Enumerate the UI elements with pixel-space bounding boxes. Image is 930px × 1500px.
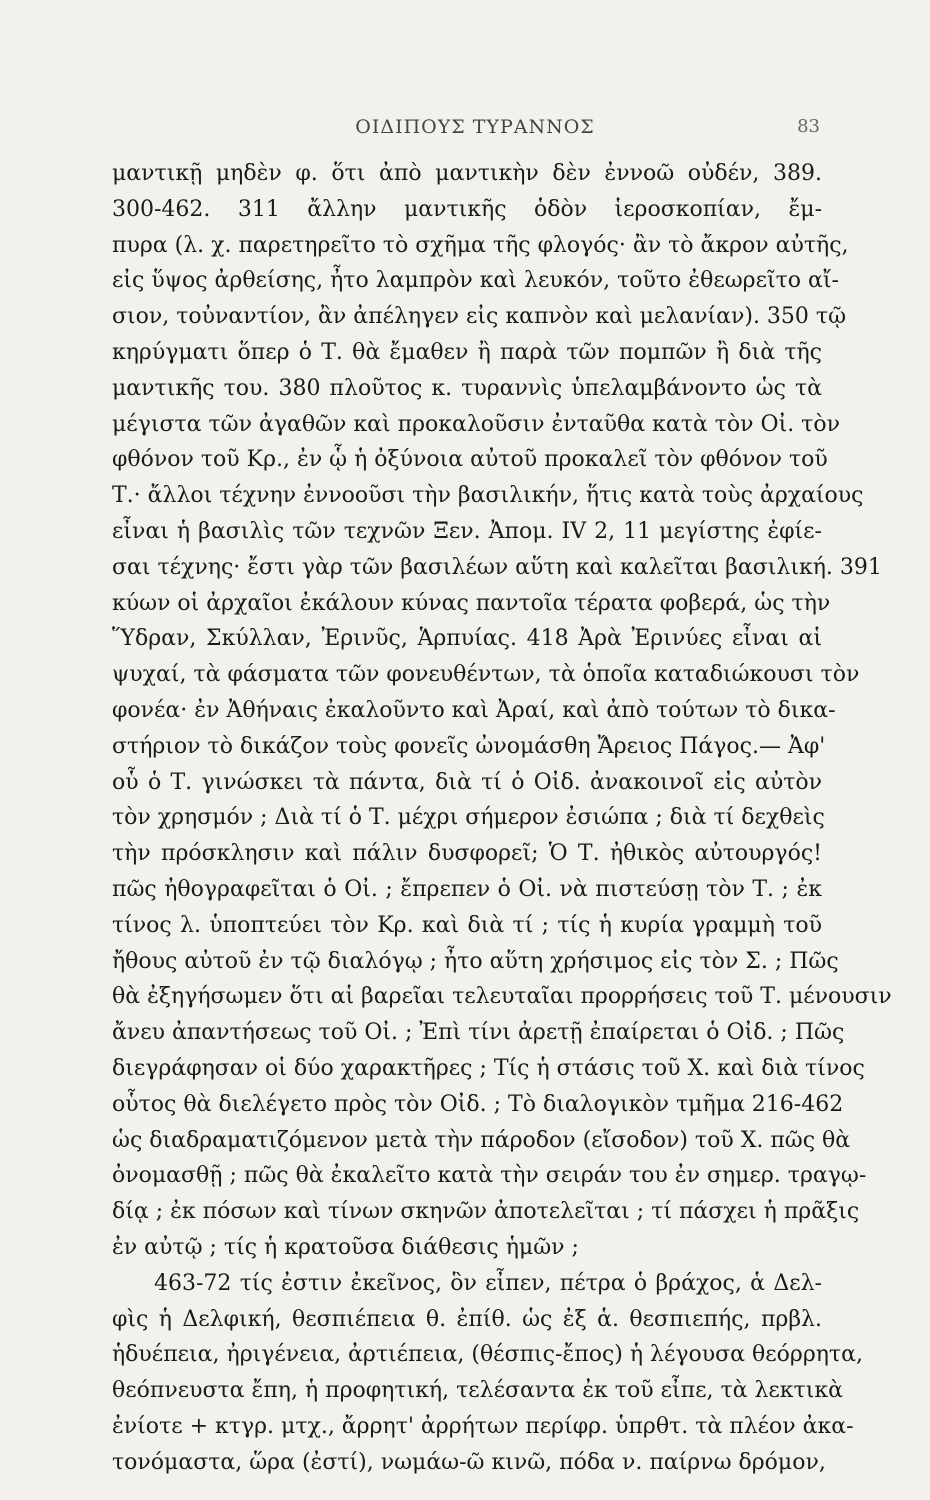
text-line: σιον, τοὐναντίον, ἂν ἀπέληγεν εἰς καπνὸν καὶ μελανίαν). 350 τῷ xyxy=(112,304,847,330)
text-line: τὴν πρόσκλησιν καὶ πάλιν δυσφορεῖ; Ὁ Τ. ἠθικὸς αὐτουργός! xyxy=(112,841,822,867)
text-line: ὡς διαδραματιζόμενον μετὰ τὴν πάροδον (εἴσοδον) τοῦ Χ. πῶς θὰ xyxy=(112,1127,851,1153)
text-line: 300-462. 311 ἄλλην μαντικῆς ὁδὸν ἱεροσκοπίαν, ἔμ- xyxy=(112,196,822,222)
text-line: στήριον τὸ δικάζον τοὺς φονεῖς ὠνομάσθη Ἄρειος Πάγος.— Ἀφ' xyxy=(112,733,826,759)
text-line: τονόμαστα, ὥρα (ἐστί), νωμάω-ῶ κινῶ, πόδα ν. παίρνω δρόμον, xyxy=(112,1449,826,1475)
text-line: τὸν χρησμόν ; Διὰ τί ὁ Τ. μέχρι σήμερον ἐσιώπα ; διὰ τί δεχθεὶς xyxy=(112,805,825,831)
text-line: μαντικῆς του. 380 πλοῦτος κ. τυραννὶς ὑπελαμβάνοντο ὡς τὰ xyxy=(112,375,822,401)
text-line: τίνος λ. ὑποπτεύει τὸν Κρ. καὶ διὰ τί ; τίς ἡ κυρία γραμμὴ τοῦ xyxy=(112,912,822,938)
text-line: ἄνευ ἀπαντήσεως τοῦ Οἰ. ; Ἐπὶ τίνι ἀρετῇ ἐπαίρεται ὁ Οἰδ. ; Πῶς xyxy=(112,1020,845,1046)
running-title: ΟΙΔΙΠΟΥΣ ΤΥΡΑΝΝΟΣ xyxy=(355,116,595,138)
text-line: φὶς ἡ Δελφική, θεσπιέπεια θ. ἐπίθ. ὡς ἐξ ἁ. θεσπιεπής, πρβλ. xyxy=(112,1306,822,1332)
text-line: πυρα (λ. χ. παρετηρεῖτο τὸ σχῆμα τῆς φλογός· ἂν τὸ ἄκρον αὐτῆς, xyxy=(112,232,849,258)
text-line: εἰς ὕψος ἀρθείσης, ἦτο λαμπρὸν καὶ λευκόν, τοῦτο ἐθεωρεῖτο αἴ- xyxy=(112,268,839,294)
text-line: μαντικῇ μηδὲν φ. ὅτι ἀπὸ μαντικὴν δὲν ἐννοῶ οὐδέν, 389. xyxy=(112,161,822,186)
text-line: Ὕδραν, Σκύλλαν, Ἐρινῦς, Ἁρπυίας. 418 Ἀρὰ Ἐρινύες εἶναι αἱ xyxy=(112,626,822,652)
page-number: 83 xyxy=(797,116,820,137)
commentary-text xyxy=(112,156,892,1480)
text-line: μέγιστα τῶν ἀγαθῶν καὶ προκαλοῦσιν ἐνταῦθα κατὰ τὸν Οἰ. τὸν xyxy=(112,411,840,437)
text-line: ψυχαί, τὰ φάσματα τῶν φονευθέντων, τὰ ὁποῖα καταδιώκουσι τὸν xyxy=(112,662,860,688)
text-line: φονέα· ἐν Ἀθήναις ἐκαλοῦντο καὶ Ἀραί, καὶ ἀπὸ τούτων τὸ δικα- xyxy=(112,697,836,723)
text-line: ὀνομασθῇ ; πῶς θὰ ἐκαλεῖτο κατὰ τὴν σειράν του ἐν σημερ. τραγῳ- xyxy=(112,1163,867,1189)
text-line: κύων οἱ ἀρχαῖοι ἐκάλουν κύνας παντοῖα τέρατα φοβερά, ὡς τὴν xyxy=(112,590,831,616)
text-line: ἐν αὐτῷ ; τίς ἡ κρατοῦσα διάθεσις ἡμῶν ; xyxy=(112,1234,579,1260)
text-line: ἤθους αὐτοῦ ἐν τῷ διαλόγῳ ; ἦτο αὕτη χρήσιμος εἰς τὸν Σ. ; Πῶς xyxy=(112,948,839,974)
text-line: κηρύγματι ὅπερ ὁ Τ. θὰ ἔμαθεν ἢ παρὰ τῶν πομπῶν ἢ διὰ τῆς xyxy=(112,339,822,365)
text-line: φθόνον τοῦ Κρ., ἐν ᾧ ἡ ὀξύνοια αὐτοῦ προκαλεῖ τὸν φθόνον τοῦ xyxy=(112,447,828,473)
text-line: οὗτος θὰ διελέγετο πρὸς τὸν Οἰδ. ; Τὸ διαλογικὸν τμῆμα 216-462 xyxy=(112,1091,844,1117)
text-line: διεγράφησαν οἱ δύο χαρακτῆρες ; Τίς ἡ στάσις τοῦ Χ. καὶ διὰ τίνος xyxy=(112,1055,865,1081)
text-line: οὗ ὁ Τ. γινώσκει τὰ πάντα, διὰ τί ὁ Οἰδ. ἀνακοινοῖ εἰς αὐτὸν xyxy=(112,769,822,795)
text-line: 463-72 τίς ἐστιν ἐκεῖνος, ὃν εἶπεν, πέτρα ὁ βράχος, ἁ Δελ- xyxy=(154,1270,822,1296)
text-line: ἡδυέπεια, ἠριγένεια, ἀρτιέπεια, (θέσπις-ἔπος) ἡ λέγουσα θεόρρητα, xyxy=(112,1342,863,1368)
text-line: πῶς ἠθογραφεῖται ὁ Οἰ. ; ἔπρεπεν ὁ Οἰ. νὰ πιστεύσῃ τὸν Τ. ; ἐκ xyxy=(112,876,822,902)
text-line: θεόπνευστα ἔπη, ἡ προφητική, τελέσαντα ἐκ τοῦ εἶπε, τὰ λεκτικὰ xyxy=(112,1378,843,1404)
text-line: δίᾳ ; ἐκ πόσων καὶ τίνων σκηνῶν ἀποτελεῖται ; τί πάσχει ἡ πρᾶξις xyxy=(112,1199,860,1225)
page-header xyxy=(130,116,820,146)
text-line: ἐνίοτε + κτγρ. μτχ., ἄρρητ' ἀρρήτων περίφρ. ὑπρθτ. τὰ πλέον ἀκα- xyxy=(112,1413,854,1439)
text-line: εἶναι ἡ βασιλὶς τῶν τεχνῶν Ξεν. Ἀπομ. IV 2, 11 μεγίστης ἐφίε- xyxy=(112,518,822,544)
text-line: σαι τέχνης· ἔστι γὰρ τῶν βασιλέων αὕτη καὶ καλεῖται βασιλική. 391 xyxy=(112,554,882,580)
text-line: Τ.· ἄλλοι τέχνην ἐννοοῦσι τὴν βασιλικήν, ἥτις κατὰ τοὺς ἀρχαίους xyxy=(112,483,864,509)
text-line: θὰ ἐξηγήσωμεν ὅτι αἱ βαρεῖαι τελευταῖαι προρρήσεις τοῦ Τ. μένουσιν xyxy=(112,984,892,1010)
